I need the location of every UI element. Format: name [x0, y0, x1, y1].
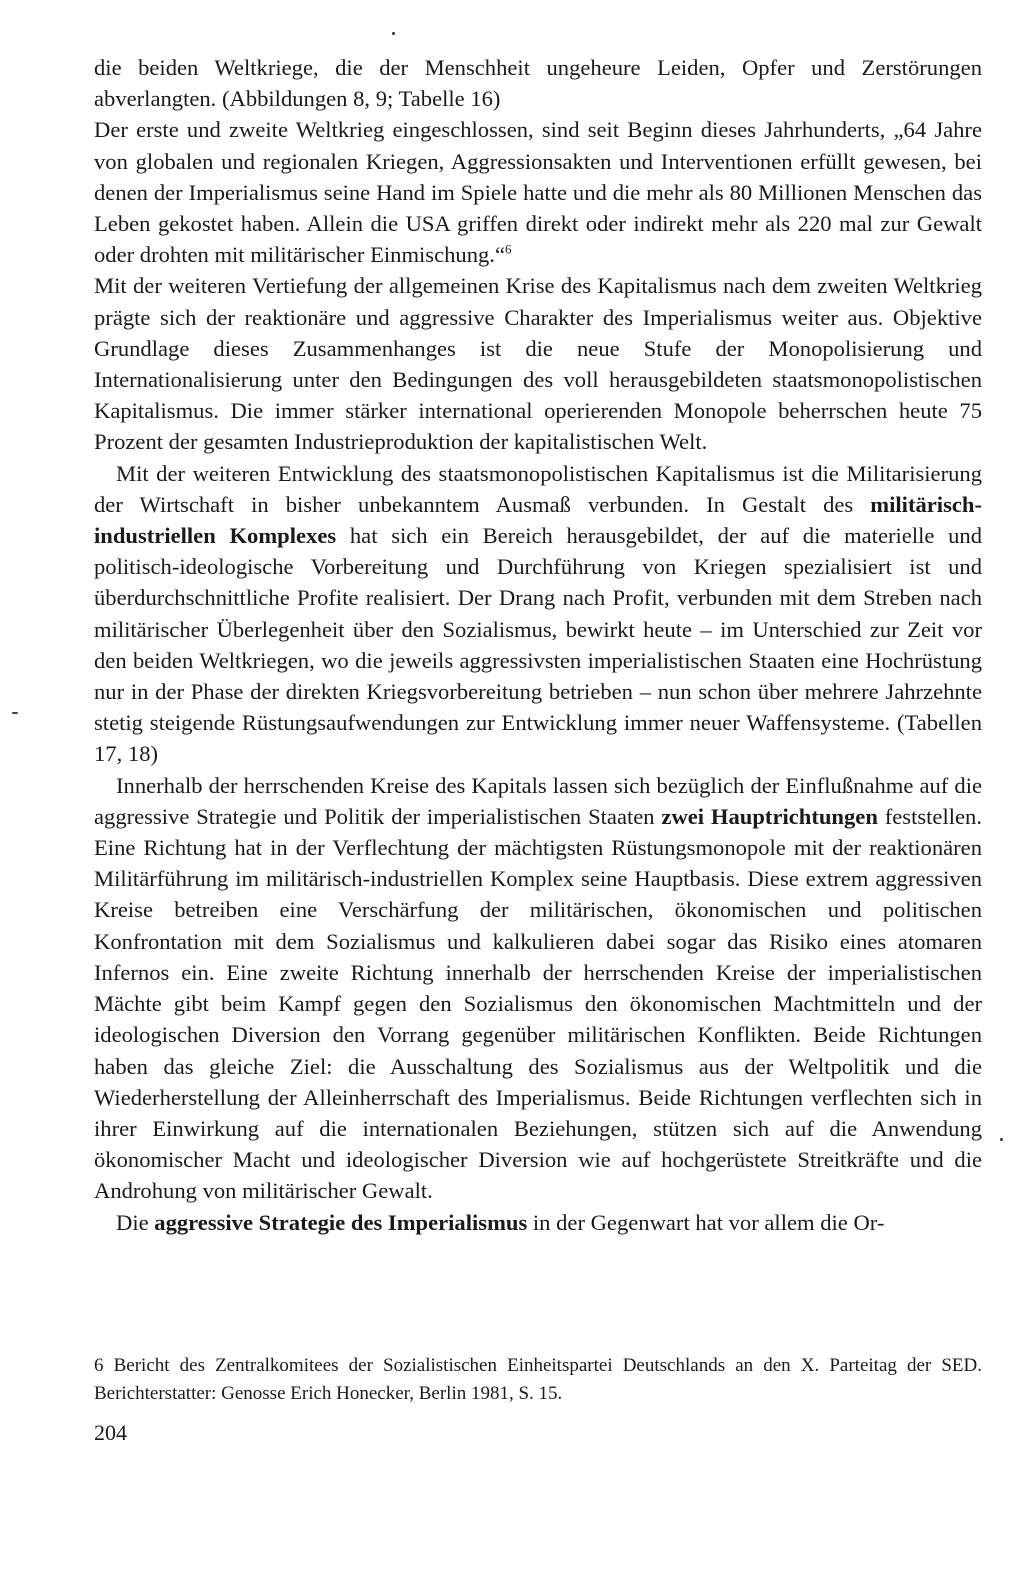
text-segment: in der Gegenwart hat vor allem die Or-: [527, 1209, 885, 1235]
emphasized-term: militärisch-industriellen Komplexes: [94, 491, 982, 549]
text-segment: hat sich ein Bereich herausgebildet, der auf die materielle und politisch-ideologische Vorbereitung und Durchführung von Kriegen spezialisiert ist und überdurchschnittliche Profite realisiert. Der Drang nach Profit, verbunden mit dem Streben nach militärischer Überlegenheit über den Sozialismus, bewirkt heute – im Unterschied zur Zeit vor den beiden Weltkriegen, wo die jeweils aggressivsten imperialistischen Staaten eine Hochrüstung nur in der Phase der direkten Kriegsvorbereitung betrieben – nun schon über mehrere Jahrzehnte stetig steigende Rüstungsaufwendungen zur Entwicklung immer neuer Waffensysteme. (Tabellen 17, 18): [94, 523, 982, 767]
emphasized-term: aggressive Strategie des Imperialismus: [154, 1209, 528, 1235]
page-number: 204: [94, 1420, 127, 1445]
text-segment: Die: [116, 1209, 155, 1235]
scan-speck: [1000, 1138, 1003, 1141]
footnote-reference: 6: [504, 241, 512, 257]
text-segment: Innerhalb der herrschenden Kreise des Kapitals lassen sich bezüglich der Einflußnahme auf die aggressive Strategie und Politik der imperialistischen Staaten: [94, 772, 982, 829]
text-segment: Mit der weiteren Entwicklung des staatsmonopolistischen Kapitalismus ist die Militarisierung der Wirtschaft in bisher unbekanntem Ausmaß verbunden. In Gestalt des: [94, 460, 982, 517]
paragraph: [94, 114, 982, 270]
paragraph: [94, 52, 982, 114]
paragraph: [94, 1207, 982, 1238]
text-segment: Mit der weiteren Vertiefung der allgemeinen Krise des Kapitalismus nach dem zweiten Weltkrieg prägte sich der reaktionäre und aggressive Charakter des Imperialismus weiter aus. Objektive Grundlage dieses Zusammenhanges ist die neue Stufe der Monopolisierung und Internationalisierung unter den Bedingungen des voll herausgebildeten staatsmonopolistischen Kapitalismus. Die immer stärker international operierenden Monopole beherrschen heute 75 Prozent der gesamten Industrieproduktion der kapitalistischen Welt.: [94, 273, 982, 455]
paragraph: [94, 270, 982, 457]
paragraph: [94, 770, 982, 1207]
text-segment: Der erste und zweite Weltkrieg eingeschlossen, sind seit Beginn dieses Jahrhunderts, „64 Jahre von globalen und regionalen Kriegen, Aggressionsakten und Interventionen erfüllt gewesen, bei denen der Imperialismus seine Hand im Spiele hatte und die mehr als 80 Millionen Menschen das Leben gekostet haben. Allein die USA griffen direkt oder indirekt mehr als 220 mal zur Gewalt oder drohten mit militärischer Einmischung.“: [94, 117, 982, 268]
text-segment: feststellen. Eine Richtung hat in der Verflechtung der mächtigsten Rüstungsmonopole mit der reaktionären Militärführung im militärisch-industriellen Komplex seine Hauptbasis. Diese extrem aggressiven Kreise betreiben eine Verschärfung der militärischen, ökonomischen und politischen Konfrontation mit dem Sozialismus und kalkulieren dabei sogar das Risiko eines atomaren Infernos ein. Eine zweite Richtung innerhalb der herrschenden Kreise der imperialistischen Mächte gibt beim Kampf gegen den Sozialismus den ökonomischen Machtmitteln und der ideologischen Diversion den Vorrang gegenüber militärischen Konflikten. Beide Richtungen haben das gleiche Ziel: die Ausschaltung des Sozialismus aus der Weltpolitik und die Wiederherstellung der Alleinherrschaft des Imperialismus. Beide Richtungen verflechten sich in ihrer Einwirkung auf die internationalen Beziehungen, stützen sich auf die Anwendung ökonomischer Macht und ideologischer Diversion wie auf hochgerüstete Streitkräfte und die Androhung von militärischer Gewalt.: [94, 803, 982, 1204]
footnote: 6 Bericht des Zentralkomitees der Sozialistischen Einheitspartei Deutschlands an den X. Parteitag der SED. Berichterstatter: Genosse Erich Honecker, Berlin 1981, S. 15.: [94, 1355, 982, 1404]
paragraph: [94, 458, 982, 770]
scan-speck: [12, 712, 18, 714]
text-segment: die beiden Weltkriege, die der Menschheit ungeheure Leiden, Opfer und Zerstörungen abverlangten. (Abbildungen 8, 9; Tabelle 16): [94, 55, 982, 112]
scan-speck: [392, 32, 395, 35]
emphasized-term: zwei Hauptrichtungen: [661, 803, 878, 829]
body-text: [94, 52, 982, 1238]
